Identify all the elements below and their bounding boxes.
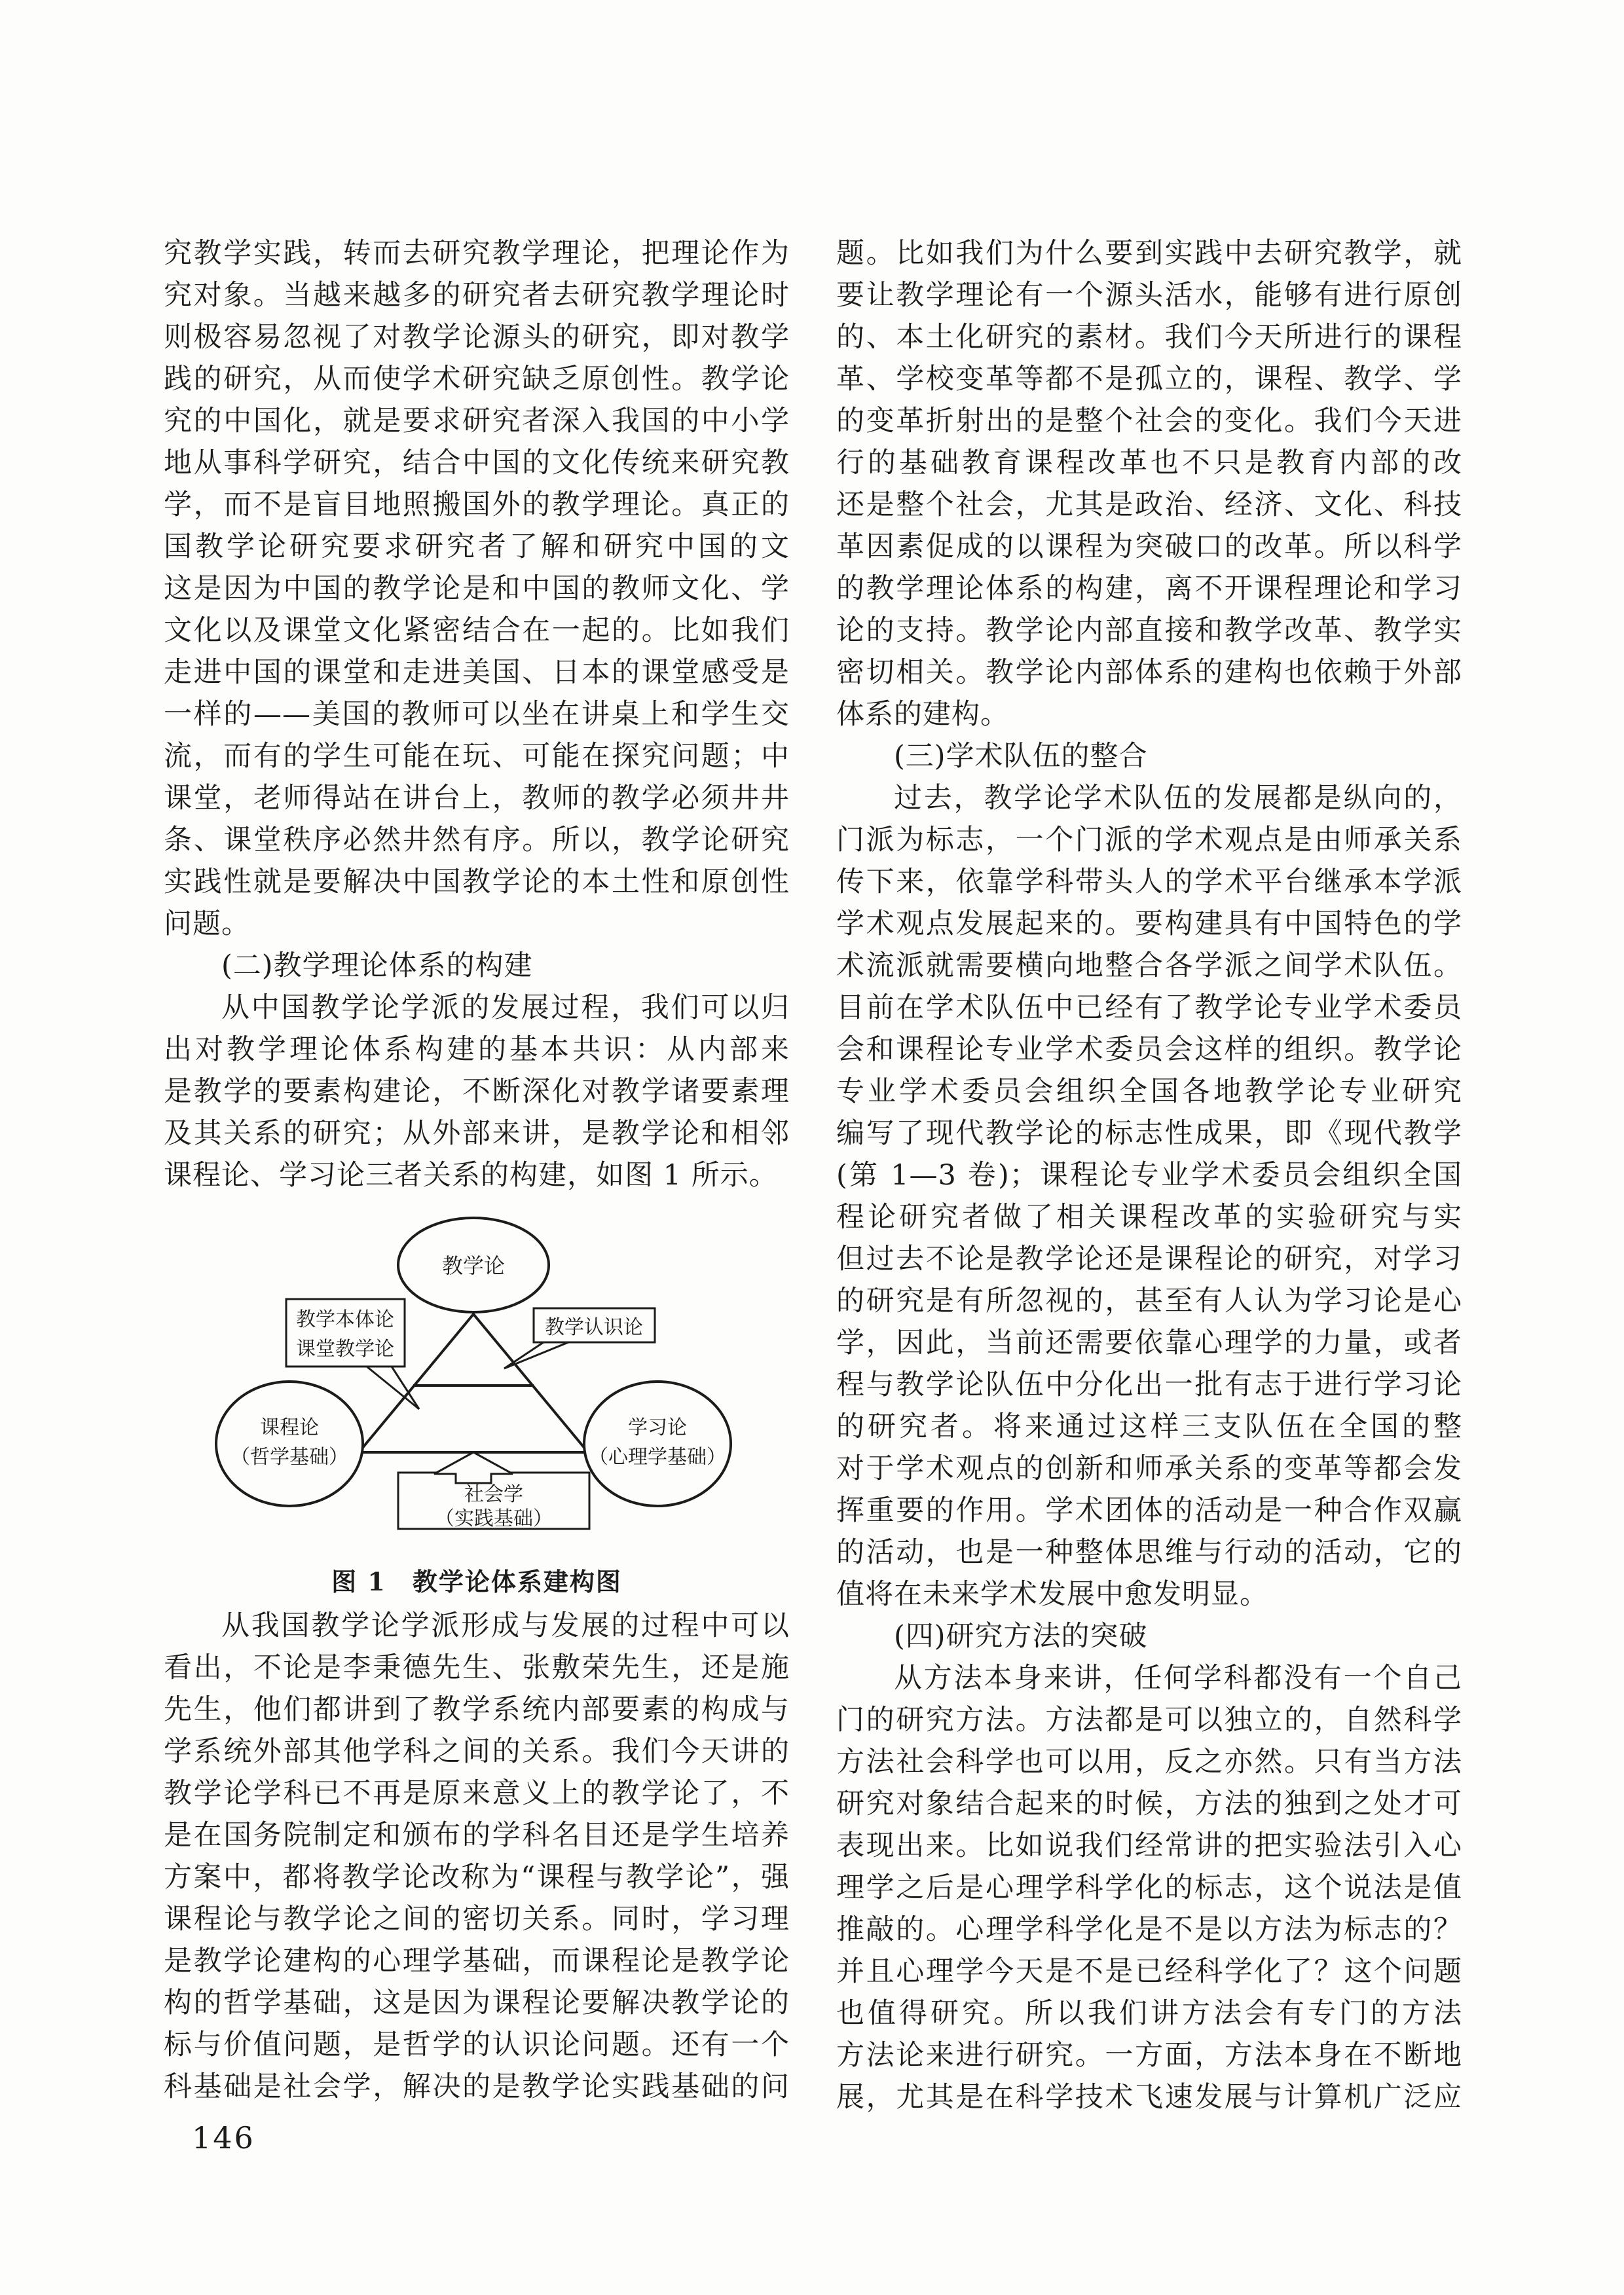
figure-caption: 图 1 教学论体系建构图 bbox=[331, 1567, 622, 1596]
text-line: 的研究是有所忽视的，甚至有人认为学习论是心 bbox=[836, 1285, 1462, 1317]
text-line: 门派为标志，一个门派的学术观点是由师承关系 bbox=[836, 824, 1462, 856]
text-line: 则极容易忽视了对教学论源头的研究，即对教学 bbox=[164, 321, 790, 354]
text-line: 学系统外部其他学科之间的关系。我们今天讲的 bbox=[164, 1735, 790, 1768]
text-line: 构的哲学基础，这是因为课程论要解决教学论的 bbox=[164, 1987, 790, 2019]
figure-1 bbox=[164, 1208, 790, 1600]
right-column-lines bbox=[836, 232, 1462, 2118]
text-line: 过去，教学论学术队伍的发展都是纵向的， bbox=[894, 782, 1462, 815]
left-column-part2 bbox=[164, 1605, 790, 2108]
text-line: 也值得研究。所以我们讲方法会有专门的方法 bbox=[836, 1997, 1462, 2030]
text-line: 方法论来进行研究。一方面，方法本身在不断地 bbox=[836, 2039, 1462, 2072]
text-line: 从方法本身来讲，任何学科都没有一个自己 bbox=[894, 1662, 1462, 1695]
node-sociology-label: 社会学 bbox=[464, 1483, 523, 1506]
text-line: 革、学校变革等都不是孤立的，课程、教学、学 bbox=[836, 363, 1462, 395]
text-line: 科基础是社会学，解决的是教学论实践基础的问 bbox=[164, 2070, 790, 2103]
text-line: 的教学理论体系的构建，离不开课程理论和学习 bbox=[836, 572, 1462, 605]
text-line: 论的支持。教学论内部直接和教学改革、教学实 bbox=[836, 614, 1462, 647]
text-line: 学术观点发展起来的。要构建具有中国特色的学 bbox=[836, 908, 1462, 940]
text-line: 从我国教学论学派形成与发展的过程中可以 bbox=[221, 1609, 790, 1642]
text-line: 课程论与教学论之间的密切关系。同时，学习理 bbox=[164, 1903, 790, 1936]
text-line: 教学论学科已不再是原来意义上的教学论了，不 bbox=[164, 1777, 790, 1810]
text-line: 条、课堂秩序必然井然有序。所以，教学论研究 bbox=[164, 824, 790, 856]
text-line: 学，而不是盲目地照搬国外的教学理论。真正的 bbox=[164, 488, 790, 521]
text-line: 方案中，都将教学论改称为“课程与教学论”，强 bbox=[164, 1861, 790, 1894]
node-curriculum-theory-label: 课程论 bbox=[260, 1416, 319, 1439]
text-line: 对于学术观点的创新和师承关系的变革等都会发 bbox=[836, 1452, 1462, 1485]
right-callout-tail bbox=[504, 1342, 568, 1368]
text-line: 学，因此，当前还需要依靠心理学的力量，或者 bbox=[836, 1327, 1462, 1359]
text-line: 国教学论研究要求研究者了解和研究中国的文 bbox=[164, 530, 790, 563]
text-line: 目前在学术队伍中已经有了教学论专业学术委员 bbox=[836, 991, 1462, 1024]
text-line: 究对象。当越来越多的研究者去研究教学理论时 bbox=[164, 279, 790, 312]
text-line: 编写了现代教学论的标志性成果，即《现代教学 bbox=[836, 1117, 1462, 1150]
node-learning-theory-label: 学习论 bbox=[628, 1416, 687, 1439]
text-line: 程论研究者做了相关课程改革的实验研究与实 bbox=[836, 1201, 1462, 1234]
text-line: 走进中国的课堂和走进美国、日本的课堂感受是 bbox=[164, 656, 790, 689]
node-teaching-theory-label: 教学论 bbox=[441, 1253, 506, 1278]
node-learning-theory bbox=[584, 1382, 731, 1506]
figure-1-diagram bbox=[190, 1208, 766, 1535]
text-line: 流，而有的学生可能在玩、可能在探究问题；中 bbox=[164, 740, 790, 773]
text-line: 这是因为中国的教学论是和中国的教师文化、学 bbox=[164, 572, 790, 605]
node-curriculum-theory-sublabel: （哲学基础） bbox=[231, 1446, 348, 1469]
text-line: 门的研究方法。方法都是可以独立的，自然科学 bbox=[836, 1704, 1462, 1736]
text-line: 看出，不论是李秉德先生、张敷荣先生，还是施 bbox=[164, 1651, 790, 1684]
text-line: 研究对象结合起来的时候，方法的独到之处才可 bbox=[836, 1788, 1462, 1820]
text-line: 会和课程论专业学术委员会这样的组织。教学论 bbox=[836, 1033, 1462, 1066]
text-line: 一样的——美国的教师可以坐在讲桌上和学生交 bbox=[164, 698, 790, 731]
text-line: (第 1—3 卷)；课程论专业学术委员会组织全国 bbox=[836, 1159, 1462, 1192]
text-line: 的活动，也是一种整体思维与行动的活动，它的 bbox=[836, 1536, 1462, 1569]
text-line: 是教学论建构的心理学基础，而课程论是教学论 bbox=[164, 1945, 790, 1977]
text-line: 文化以及课堂文化紧密结合在一起的。比如我们 bbox=[164, 614, 790, 647]
text-line: 问题。 bbox=[164, 908, 250, 940]
callout-ontology-line2: 课堂教学论 bbox=[296, 1338, 394, 1361]
text-line: 的变革折射出的是整个社会的变化。我们今天进 bbox=[836, 405, 1462, 437]
text-line: 还是整个社会，尤其是政治、经济、文化、科技 bbox=[836, 488, 1462, 521]
text-line: 程与教学论队伍中分化出一批有志于进行学习论 bbox=[836, 1368, 1462, 1401]
text-line: 标与价值问题，是哲学的认识论问题。还有一个 bbox=[164, 2029, 790, 2061]
text-line: 行的基础教育课程改革也不只是教育内部的改 bbox=[836, 447, 1462, 479]
text-line: 究教学实践，转而去研究教学理论，把理论作为 bbox=[164, 237, 790, 270]
text-line: 但过去不论是教学论还是课程论的研究，对学习 bbox=[836, 1243, 1462, 1276]
text-line: 地从事科学研究，结合中国的文化传统来研究教 bbox=[164, 447, 790, 479]
left-column-part1 bbox=[164, 232, 790, 1196]
node-curriculum-theory bbox=[216, 1382, 363, 1506]
left-column bbox=[164, 232, 790, 2108]
node-sociology-sublabel: （实践基础） bbox=[435, 1507, 553, 1530]
text-line: 的、本土化研究的素材。我们今天所进行的课程 bbox=[836, 321, 1462, 354]
text-line: 方法社会科学也可以用，反之亦然。只有当方法 bbox=[836, 1746, 1462, 1778]
text-line: 理学之后是心理学科学化的标志，这个说法是值 bbox=[836, 1871, 1462, 1904]
text-line: (二)教学理论体系的构建 bbox=[221, 949, 533, 982]
text-line: 值将在未来学术发展中愈发明显。 bbox=[836, 1578, 1268, 1611]
text-line: 是在国务院制定和颁布的学科名目还是学生培养 bbox=[164, 1819, 790, 1852]
text-line: 题。比如我们为什么要到实践中去研究教学，就 bbox=[836, 237, 1462, 270]
text-line: (三)学术队伍的整合 bbox=[894, 740, 1148, 773]
text-line: 课堂，老师得站在讲台上，教师的教学必须井井 bbox=[164, 782, 790, 815]
text-line: 践的研究，从而使学术研究缺乏原创性。教学论 bbox=[164, 363, 790, 395]
text-line: 术流派就需要横向地整合各学派之间学术队伍。 bbox=[836, 949, 1462, 982]
text-line: 出对教学理论体系构建的基本共识：从内部来 bbox=[164, 1033, 790, 1066]
text-line: 是教学的要素构建论，不断深化对教学诸要素理 bbox=[164, 1075, 790, 1108]
callout-ontology-line1: 教学本体论 bbox=[296, 1308, 394, 1331]
text-line: 从中国教学论学派的发展过程，我们可以归 bbox=[221, 991, 790, 1024]
text-line: 及其关系的研究；从外部来讲，是教学论和相邻 bbox=[164, 1117, 790, 1150]
text-line: 传下来，依靠学科带头人的学术平台继承本学派 bbox=[836, 866, 1462, 898]
callout-epistemology-label: 教学认识论 bbox=[545, 1316, 643, 1339]
text-line: 实践性就是要解决中国教学论的本土性和原创性 bbox=[164, 866, 790, 898]
text-line: 专业学术委员会组织全国各地教学论专业研究 bbox=[836, 1075, 1462, 1108]
text-line: 课程论、学习论三者关系的构建，如图 1 所示。 bbox=[164, 1159, 778, 1192]
text-line: 并且心理学今天是不是已经科学化了？这个问题 bbox=[836, 1955, 1462, 1988]
text-line: 先生，他们都讲到了教学系统内部要素的构成与 bbox=[164, 1693, 790, 1726]
text-line: 表现出来。比如说我们经常讲的把实验法引入心 bbox=[836, 1829, 1462, 1862]
page-number: 146 bbox=[192, 2120, 255, 2156]
text-line: 体系的建构。 bbox=[836, 698, 1009, 731]
text-line: (四)研究方法的突破 bbox=[894, 1620, 1148, 1653]
text-line: 挥重要的作用。学术团体的活动是一种合作双赢 bbox=[836, 1494, 1462, 1527]
text-line: 革因素促成的以课程为突破口的改革。所以科学 bbox=[836, 530, 1462, 563]
text-line: 展，尤其是在科学技术飞速发展与计算机广泛应 bbox=[836, 2081, 1462, 2114]
text-line: 究的中国化，就是要求研究者深入我国的中小学 bbox=[164, 405, 790, 437]
text-line: 密切相关。教学论内部体系的建构也依赖于外部 bbox=[836, 656, 1462, 689]
right-column bbox=[836, 232, 1462, 2118]
text-line: 的研究者。将来通过这样三支队伍在全国的整 bbox=[836, 1410, 1462, 1443]
text-line: 要让教学理论有一个源头活水，能够有进行原创 bbox=[836, 279, 1462, 312]
node-learning-theory-sublabel: （心理学基础） bbox=[589, 1446, 726, 1469]
text-line: 推敲的。心理学科学化是不是以方法为标志的？ bbox=[836, 1913, 1462, 1946]
